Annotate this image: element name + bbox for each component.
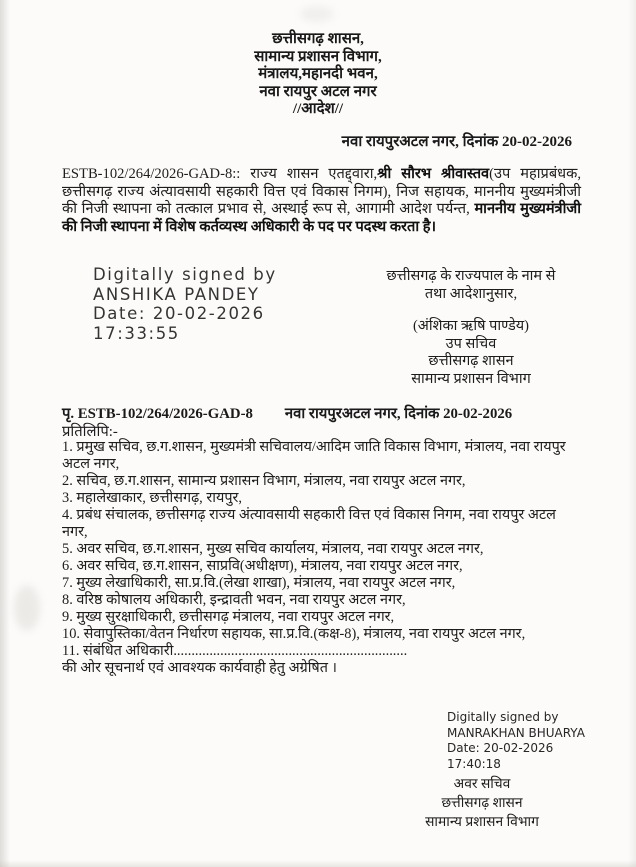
- copy-list-item: 7. मुख्य लेखाधिकारी, सा.प्र.वि.(लेखा शाखा), मंत्रालय, नवा रायपुर अटल नगर,: [62, 575, 456, 591]
- signatory-block-top: [333, 268, 609, 388]
- order-body-text: (उप महाप्रबंधक, छत्तीसगढ़ राज्य अंत्यावसायी सहकारी वित्त एवं विकास निगम), निज सहायक, माननीय मुख्यमंत्रीजी की निजी स्थापना को तत्काल प्रभाव से, अस्थाई रूप से, आगामी आदेश पर्यन्त,: [62, 166, 581, 218]
- signatory-department: सामान्य प्रशासन विभाग: [411, 370, 531, 387]
- spacer: [333, 303, 609, 318]
- letterhead: [0, 31, 636, 119]
- copy-list-item: 1. प्रमुख सचिव, छ.ग.शासन, मुख्यमंत्री सचिवालय/आदिम जाति विकास विभाग, मंत्रालय, नवा रायपुर अटल नगर,: [62, 439, 566, 472]
- stamp-date: Date: 20-02-2026: [93, 304, 265, 323]
- signatory-name: (अंशिका ऋषि पाण्डेय): [412, 318, 530, 334]
- copy-list-item: 8. वरिष्ठ कोषालय अधिकारी, इन्द्रावती भवन, नवा रायपुर अटल नगर,: [62, 592, 406, 608]
- authority-line: छत्तीसगढ़ के राज्यपाल के नाम से: [386, 268, 556, 284]
- scan-smudge: [14, 585, 40, 631]
- endorsement-number: पृ. ESTB-102/264/2026-GAD-8: [62, 406, 253, 422]
- copy-list-item: 2. सचिव, छ.ग.शासन, सामान्य प्रशासन विभाग, मंत्रालय, नवा रायपुर अटल नगर,: [62, 473, 466, 489]
- posting-detail-text: माननीय मुख्यमंत्रीजी की निजी स्थापना में विशेष कर्तव्यस्थ अधिकारी के पद पर पदस्थ करता है।: [62, 201, 581, 235]
- authority-line: तथा आदेशानुसार,: [424, 285, 518, 302]
- letterhead-line-department: सामान्य प्रशासन विभाग,: [254, 48, 382, 65]
- copy-list-item: 5. अवर सचिव, छ.ग.शासन, मुख्य सचिव कार्यालय, मंत्रालय, नवा रायपुर अटल नगर,: [62, 541, 484, 557]
- copy-list-item: 6. अवर सचिव, छ.ग.शासन, साप्रवि(अधीक्षण), मंत्रालय, नवा रायपुर अटल नगर,: [62, 558, 463, 574]
- officer-name-text: श्री सौरभ श्रीवास्तव: [377, 166, 490, 182]
- signatory-block-bottom: [382, 774, 582, 831]
- order-paragraph: [62, 166, 581, 236]
- digital-signature-stamp-anshika: [93, 265, 277, 343]
- digital-signature-stamp-manrakhan: [447, 710, 585, 772]
- copy-list-item: 4. प्रबंध संचालक, छत्तीसगढ़ राज्य अंत्यावसायी सहकारी वित्त एवं विकास निगम, नवा रायपुर अटल नगर,: [62, 507, 556, 540]
- stamp-date: Date: 20-02-2026: [447, 741, 554, 755]
- signatory-designation: अवर सचिव: [453, 776, 511, 791]
- letterhead-line-building: मंत्रालय,महानदी भवन,: [258, 66, 378, 82]
- issue-date-line: नवा रायपुरअटल नगर, दिनांक 20-02-2026: [341, 134, 572, 150]
- endorsement-line: [62, 403, 581, 423]
- endorsement-place-date: नवा रायपुरअटल नगर, दिनांक 20-02-2026: [284, 406, 513, 422]
- copy-list-item: 9. मुख्य सुरक्षाधिकारी, छत्तीसगढ़ मंत्रालय, नवा रायपुर अटल नगर,: [62, 609, 395, 625]
- scan-smudge: [300, 6, 334, 22]
- order-number-text: ESTB-102/264/2026-GAD-8:: राज्य शासन एतद्द्वारा,: [62, 166, 378, 182]
- copy-list-item: 10. सेवापुस्तिका/वेतन निर्धारण सहायक, सा.प्र.वि.(कक्ष-8), मंत्रालय, नवा रायपुर अटल नगर,: [62, 626, 526, 642]
- copy-list-item: 3. महालेखाकार, छत्तीसगढ़, रायपुर,: [62, 490, 242, 506]
- stamp-signed-by-label: Digitally signed by: [93, 265, 277, 284]
- stamp-signer-name: MANRAKHAN BHUARYA: [447, 725, 585, 740]
- signatory-government: छत्तीसगढ़ शासन: [428, 353, 514, 369]
- signatory-government: छत्तीसगढ़ शासन: [441, 795, 523, 810]
- stamp-signer-name: ANSHIKA PANDEY: [93, 284, 260, 304]
- copy-list: [62, 439, 583, 677]
- stamp-time: 17:40:18: [447, 756, 501, 771]
- copy-list-item: 11. संबंधित अधिकारी.................................................................: [62, 643, 408, 659]
- stamp-time: 17:33:55: [93, 323, 180, 343]
- copy-to-label: प्रतिलिपि:-: [62, 424, 118, 440]
- forwarding-note: की ओर सूचनार्थ एवं आवश्यक कार्यवाही हेतु अग्रेषित ।: [62, 660, 338, 676]
- signatory-department: सामान्य प्रशासन विभाग: [425, 814, 539, 829]
- signatory-designation: उप सचिव: [445, 335, 497, 352]
- stamp-signed-by-label: Digitally signed by: [447, 710, 559, 724]
- order-title: //आदेश//: [292, 101, 344, 117]
- letterhead-line-government: छत्तीसगढ़ शासन,: [272, 31, 364, 47]
- letterhead-line-city: नवा रायपुर अटल नगर: [259, 83, 377, 100]
